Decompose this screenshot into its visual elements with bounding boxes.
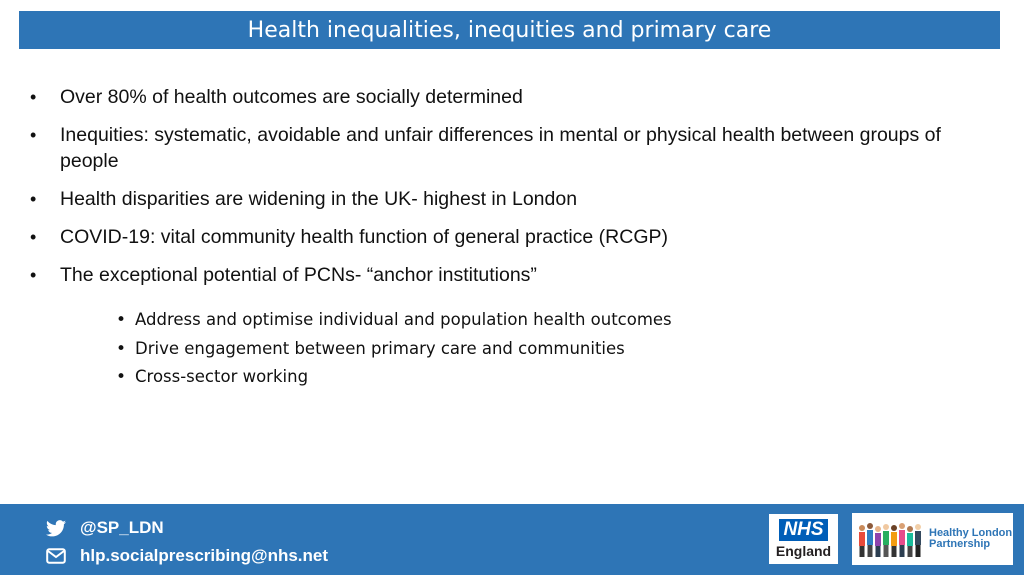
sub-bullet-list [116, 306, 672, 392]
bullet-item: • Inequities: systematic, avoidable and unfair differences in mental or physical health between groups of people [30, 124, 941, 172]
contact-email: hlp.socialprescribing@nhs.net [80, 546, 329, 565]
nhs-region-text: England [775, 543, 832, 559]
bullet-text: Health disparities are widening in the UK- highest in London [60, 188, 578, 210]
main-bullet-list [30, 84, 960, 300]
bullet-text: Over 80% of health outcomes are socially determined [60, 86, 523, 108]
sub-bullet-item: • Cross-sector working [116, 367, 309, 387]
sub-bullet-item: • Address and optimise individual and population health outcomes [116, 310, 672, 330]
bullet-text: COVID-19: vital community health function of general practice (RCGP) [60, 226, 668, 248]
bullet-item: • Over 80% of health outcomes are socially determined [30, 86, 523, 108]
bullet-text: The exceptional potential of PCNs- “anchor institutions” [60, 264, 537, 286]
partner-name-line2: Partnership [929, 538, 991, 550]
slide-title: Health inequalities, inequities and primary care [247, 17, 772, 43]
email-line[interactable] [46, 546, 328, 566]
twitter-handle: @SP_LDN [80, 518, 164, 537]
sub-bullet-text: Address and optimise individual and population health outcomes [135, 310, 672, 329]
partner-name [929, 528, 1012, 550]
sub-bullet-text: Cross-sector working [135, 367, 309, 386]
healthy-london-partnership-logo [852, 513, 1013, 565]
bullet-item: • COVID-19: vital community health function of general practice (RCGP) [30, 226, 668, 248]
people-group-icon [857, 519, 923, 559]
twitter-icon [46, 520, 66, 537]
bullet-text: Inequities: systematic, avoidable and unfair differences in mental or physical health between groups of people [60, 124, 941, 172]
twitter-handle-line[interactable] [46, 518, 164, 538]
sub-bullet-text: Drive engagement between primary care and communities [135, 338, 625, 358]
sub-bullet-item: • Drive engagement between primary care and communities [116, 338, 625, 359]
bullet-item: • Health disparities are widening in the UK- highest in London [30, 188, 578, 210]
bullet-item: • The exceptional potential of PCNs- “anchor institutions” [30, 264, 537, 286]
slide-title-bar [19, 11, 1000, 49]
partner-name-line1: Healthy London [929, 527, 1013, 539]
mail-icon [46, 548, 66, 564]
nhs-logo-mark: NHS [779, 519, 827, 541]
nhs-england-logo [769, 514, 838, 564]
